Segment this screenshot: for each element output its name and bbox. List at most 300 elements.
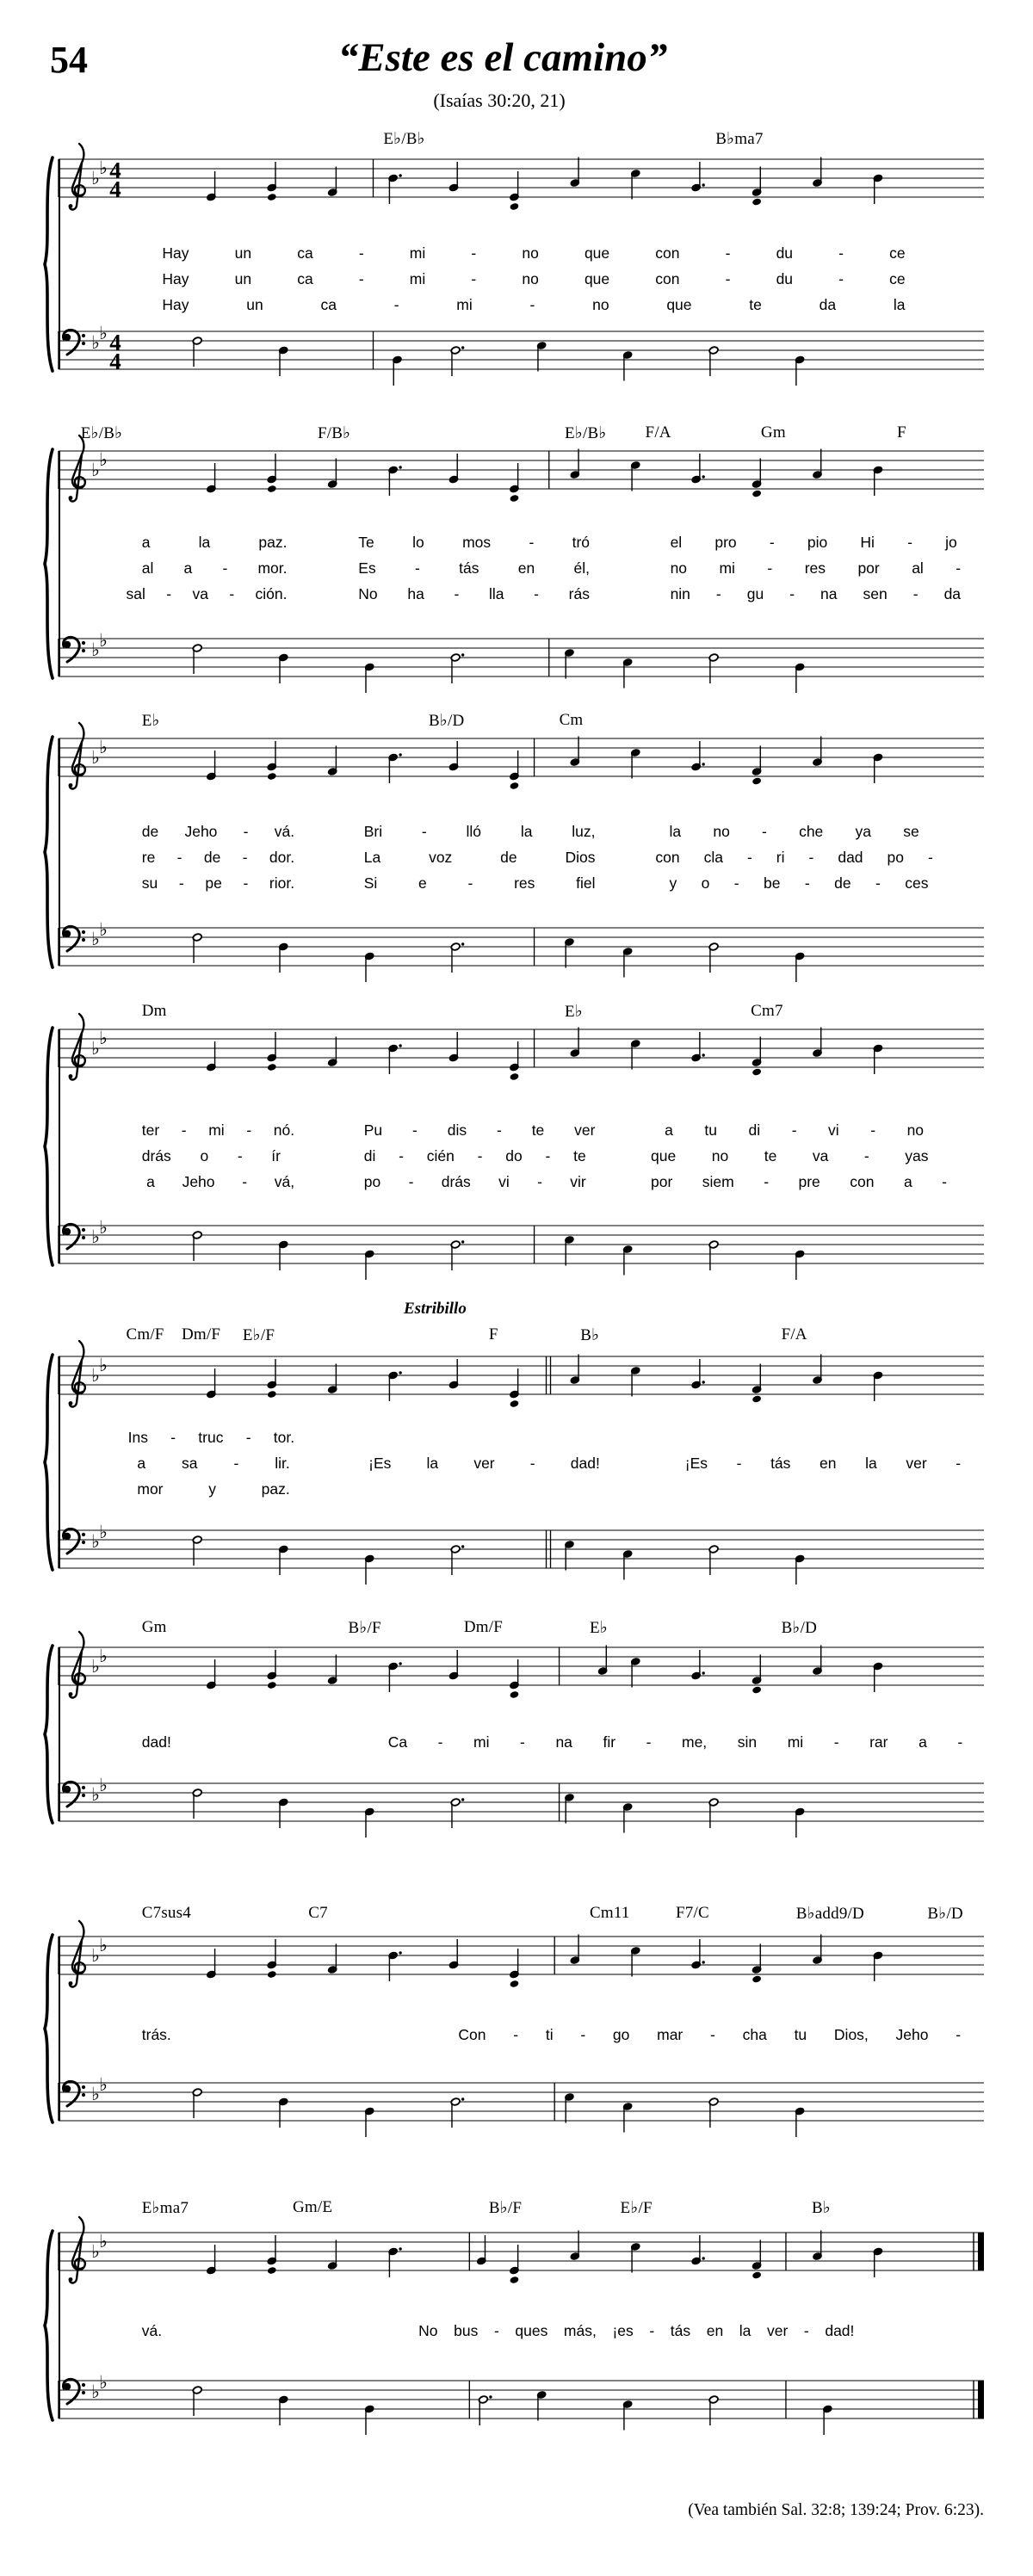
lyric-syllable: mi xyxy=(719,559,735,577)
lyric-syllable: - xyxy=(242,849,248,866)
note-head xyxy=(752,1395,762,1404)
grand-staff-brace xyxy=(38,2229,57,2422)
note-head xyxy=(510,1980,520,1988)
note-head xyxy=(510,494,520,503)
lyric-line-segment xyxy=(142,1735,198,1751)
chord-label: F/A xyxy=(645,423,671,442)
lyric-syllable: tu xyxy=(794,2026,807,2043)
lyric-syllable: va xyxy=(192,585,208,602)
lyric-syllable: da xyxy=(819,296,837,313)
lyric-syllable: jo xyxy=(945,534,957,551)
note-head xyxy=(752,1068,762,1077)
lyric-syllable: - xyxy=(529,296,535,313)
lyric-syllable: cha xyxy=(742,2026,767,2043)
lyric-syllable: te xyxy=(531,1121,545,1139)
lyric-syllable: a xyxy=(919,1733,927,1751)
lyric-line-segment xyxy=(358,561,590,577)
lyric-syllable: go xyxy=(612,2026,630,2043)
lyric-syllable: me, xyxy=(682,1733,708,1751)
flat-sign: ♭ xyxy=(91,1365,100,1386)
grand-staff-brace xyxy=(38,1026,57,1267)
lyric-line-segment xyxy=(655,850,933,866)
lyric-syllable: e xyxy=(418,874,427,892)
lyric-syllable: - xyxy=(246,1121,252,1139)
lyric-syllable: - xyxy=(833,1733,839,1751)
bass-clef-icon xyxy=(63,926,85,951)
lyric-syllable: - xyxy=(178,874,184,892)
lyric-line-segment xyxy=(142,825,294,840)
lyric-line-segment xyxy=(146,1175,294,1190)
lyric-syllable: rás xyxy=(568,585,590,602)
lyric-syllable: él, xyxy=(573,559,590,577)
treble-staff xyxy=(0,713,1033,819)
note-head xyxy=(267,1681,277,1690)
grand-staff-brace xyxy=(38,156,57,373)
lyric-syllable: sa xyxy=(182,1455,198,1472)
chord-label: E♭ma7 xyxy=(141,2199,189,2217)
lyric-syllable: con xyxy=(655,849,680,866)
lyric-syllable: la xyxy=(669,823,682,840)
lyric-syllable: ¡Es xyxy=(368,1455,392,1472)
lyric-syllable: Dios xyxy=(565,849,596,866)
lyric-syllable: y xyxy=(208,1480,216,1498)
lyric-syllable: dad! xyxy=(825,2322,855,2339)
lyric-syllable: lir. xyxy=(275,1455,290,1472)
lyric-syllable: ce xyxy=(889,270,906,287)
lyric-line-segment xyxy=(665,1123,924,1139)
lyric-syllable: a xyxy=(183,559,193,577)
lyric-line-segment xyxy=(142,1123,294,1139)
chord-label: Dm/F xyxy=(463,1618,503,1636)
lyric-syllable: - xyxy=(471,270,477,287)
lyric-syllable: - xyxy=(912,585,919,602)
lyric-syllable: - xyxy=(804,874,810,892)
treble-staff xyxy=(0,2207,1033,2313)
note-head xyxy=(267,485,277,493)
chord-label: F xyxy=(488,1325,498,1344)
treble-staff xyxy=(0,425,1033,532)
lyric-syllable: mi xyxy=(473,1733,490,1751)
lyric-syllable: de xyxy=(203,849,221,866)
lyric-syllable: du xyxy=(776,244,794,262)
bass-staff xyxy=(0,1504,1033,1611)
lyric-syllable: Hay xyxy=(162,244,189,262)
lyric-syllable: - xyxy=(803,2322,809,2339)
note-head xyxy=(267,1063,277,1072)
lyric-syllable: - xyxy=(513,2026,519,2043)
lyric-syllable: mi xyxy=(208,1121,225,1139)
lyric-syllable: ver xyxy=(574,1121,596,1139)
lyric-syllable: - xyxy=(233,1455,239,1472)
lyric-syllable: Ca xyxy=(387,1733,408,1751)
lyric-syllable: da xyxy=(943,585,962,602)
lyric-syllable: no xyxy=(522,270,539,287)
bass-staff xyxy=(0,613,1033,720)
system-start-barline xyxy=(59,451,60,676)
bass-clef-icon xyxy=(63,1782,85,1807)
lyric-syllable: pe xyxy=(205,874,222,892)
flat-sign: ♭ xyxy=(91,1531,100,1552)
lyric-syllable: drás xyxy=(441,1173,471,1190)
lyric-syllable: vá. xyxy=(141,2322,163,2339)
time-signature-top: 4 xyxy=(109,158,121,183)
treble-clef-icon xyxy=(69,1632,85,1698)
lyric-syllable: - xyxy=(646,1733,652,1751)
lyric-syllable: con xyxy=(850,1173,875,1190)
lyric-syllable: voz xyxy=(429,849,453,866)
lyric-syllable: a xyxy=(137,1455,146,1472)
system-start-barline xyxy=(59,1029,60,1263)
system-start-barline xyxy=(59,1937,60,2121)
lyric-syllable: Hay xyxy=(162,270,189,287)
lyric-syllable: ca xyxy=(320,296,337,313)
chord-label: Cm11 xyxy=(590,1904,630,1922)
lyric-syllable: ri xyxy=(776,849,785,866)
flat-sign: ♭ xyxy=(99,158,108,178)
lyric-syllable: bus xyxy=(454,2322,479,2339)
lyric-syllable: ha xyxy=(407,585,424,602)
lyric-syllable: cla xyxy=(703,849,723,866)
lyric-syllable: - xyxy=(408,1173,414,1190)
lyric-line-segment xyxy=(142,876,294,892)
lyric-syllable: la xyxy=(198,534,211,551)
chord-label: B♭/F xyxy=(348,1619,381,1637)
treble-staff xyxy=(0,133,1033,240)
chord-label: B♭ xyxy=(580,1326,600,1344)
lyric-syllable: mos xyxy=(462,534,492,551)
lyric-syllable: no xyxy=(711,1147,729,1164)
lyric-syllable: trás. xyxy=(141,2026,171,2043)
treble-staff xyxy=(0,1331,1033,1437)
lyric-syllable: Es xyxy=(358,559,376,577)
lyric-syllable: be xyxy=(764,874,781,892)
lyric-syllable: ques xyxy=(515,2322,548,2339)
flat-sign: ♭ xyxy=(99,2074,108,2095)
lyric-syllable: La xyxy=(363,849,381,866)
treble-staff xyxy=(0,1911,1033,2017)
note-head xyxy=(510,1399,520,1408)
lyric-syllable: pro xyxy=(714,534,737,551)
lyric-syllable: Con xyxy=(458,2026,486,2043)
lyric-syllable: sal xyxy=(126,585,145,602)
flat-sign: ♭ xyxy=(99,1775,108,1795)
lyric-syllable: - xyxy=(493,2322,499,2339)
lyric-syllable: Si xyxy=(363,874,378,892)
lyric-syllable: - xyxy=(808,849,814,866)
lyric-syllable: ver xyxy=(473,1455,495,1472)
lyric-syllable: fir xyxy=(603,1733,616,1751)
chord-label: E♭ xyxy=(141,712,160,730)
lyric-syllable: Bri xyxy=(363,823,383,840)
lyric-syllable: tu xyxy=(704,1121,717,1139)
flat-sign: ♭ xyxy=(91,1784,100,1805)
lyric-syllable: - xyxy=(229,585,235,602)
flat-sign: ♭ xyxy=(91,1656,100,1677)
bass-clef-icon xyxy=(63,330,85,355)
lyric-syllable: - xyxy=(956,559,962,577)
treble-staff xyxy=(0,1622,1033,1728)
chord-label: B♭/D xyxy=(781,1619,817,1637)
lyric-syllable: - xyxy=(956,2026,962,2043)
lyric-syllable: no xyxy=(592,296,609,313)
bass-staff xyxy=(0,1757,1033,1864)
treble-clef-icon xyxy=(69,723,85,789)
lyric-syllable: lla xyxy=(488,585,504,602)
song-title: “Este es el camino” xyxy=(337,35,668,80)
lyric-line-segment xyxy=(458,2028,961,2043)
lyric-syllable: - xyxy=(764,1173,770,1190)
lyric-syllable: - xyxy=(242,1173,248,1190)
lyric-syllable: - xyxy=(649,2322,655,2339)
lyric-syllable: dis xyxy=(447,1121,467,1139)
lyric-line-segment xyxy=(364,825,596,840)
lyric-syllable: - xyxy=(715,585,721,602)
lyric-syllable: no xyxy=(522,244,539,262)
lyric-line-segment xyxy=(364,1149,586,1164)
lyric-syllable: a xyxy=(665,1121,673,1139)
treble-clef-icon xyxy=(69,436,85,502)
grand-staff-brace xyxy=(38,1933,57,2124)
lyric-syllable: rior. xyxy=(269,874,295,892)
lyric-syllable: - xyxy=(529,534,535,551)
note-head xyxy=(510,781,520,790)
grand-staff-brace xyxy=(38,1644,57,1825)
lyric-syllable: - xyxy=(520,1733,525,1751)
lyric-syllable: ca xyxy=(297,244,313,262)
lyric-line-segment xyxy=(142,2028,198,2043)
lyric-line-segment xyxy=(162,272,905,287)
lyric-syllable: te xyxy=(764,1147,777,1164)
chord-label: C7sus4 xyxy=(141,1904,191,1922)
system-start-barline xyxy=(59,738,60,966)
treble-clef-icon xyxy=(69,1014,85,1080)
lyric-syllable: che xyxy=(799,823,824,840)
lyric-syllable: - xyxy=(957,1733,963,1751)
song-number: 54 xyxy=(50,39,88,81)
lyric-syllable: ¡Es xyxy=(684,1455,708,1472)
lyric-syllable: - xyxy=(437,1733,443,1751)
lyric-syllable: mor xyxy=(137,1480,164,1498)
treble-clef-icon xyxy=(69,2217,85,2283)
lyric-syllable: mi xyxy=(456,296,473,313)
grand-staff-brace xyxy=(38,735,57,969)
lyric-syllable: ce xyxy=(889,244,906,262)
lyric-syllable: vá, xyxy=(274,1173,295,1190)
lyric-syllable: - xyxy=(838,270,844,287)
lyric-syllable: Jeho xyxy=(895,2026,929,2043)
flat-sign: ♭ xyxy=(91,2084,100,2104)
lyric-syllable: de xyxy=(500,849,517,866)
system-start-barline xyxy=(59,2233,60,2418)
lyric-syllable: a xyxy=(141,534,151,551)
flat-sign: ♭ xyxy=(99,630,108,651)
chord-label: E♭ xyxy=(590,1619,609,1637)
flat-sign: ♭ xyxy=(99,2231,108,2252)
lyric-syllable: No xyxy=(358,585,378,602)
lyric-syllable: tró xyxy=(572,534,591,551)
lyric-syllable: No xyxy=(418,2322,438,2339)
lyric-syllable: drás xyxy=(141,1147,171,1164)
lyric-syllable: tor. xyxy=(273,1429,295,1446)
lyric-syllable: - xyxy=(358,270,364,287)
flat-sign: ♭ xyxy=(99,323,108,343)
lyric-line-segment xyxy=(685,1456,961,1472)
lyric-syllable: - xyxy=(454,585,460,602)
lyric-syllable: no xyxy=(713,823,730,840)
lyric-syllable: dad xyxy=(838,849,863,866)
lyric-syllable: ción. xyxy=(255,585,288,602)
lyric-syllable: dad! xyxy=(570,1455,600,1472)
lyric-syllable: du xyxy=(776,270,794,287)
lyric-syllable: mi xyxy=(787,1733,804,1751)
grand-staff-brace xyxy=(38,448,57,680)
lyric-syllable: que xyxy=(584,270,610,287)
lyric-syllable: - xyxy=(907,534,912,551)
flat-sign: ♭ xyxy=(91,460,100,480)
lyric-syllable: - xyxy=(537,1173,542,1190)
bass-staff xyxy=(0,2057,1033,2164)
lyric-line-segment xyxy=(651,1175,947,1190)
bass-staff xyxy=(0,306,1033,412)
lyric-syllable: Pu xyxy=(363,1121,383,1139)
lyric-syllable: tás xyxy=(770,1455,791,1472)
chord-label: Cm xyxy=(559,711,584,729)
lyric-syllable: res xyxy=(804,559,826,577)
lyric-syllable: un xyxy=(246,296,263,313)
lyric-syllable: - xyxy=(725,270,731,287)
system-start-barline xyxy=(59,1647,60,1821)
lyric-syllable: por xyxy=(651,1173,673,1190)
lyric-syllable: di xyxy=(363,1147,376,1164)
lyric-syllable: un xyxy=(234,270,252,287)
chord-label: E♭ xyxy=(565,1003,583,1021)
lyric-syllable: luz, xyxy=(572,823,596,840)
bass-staff xyxy=(0,902,1033,1009)
lyric-syllable: que xyxy=(666,296,692,313)
note-head xyxy=(267,1970,277,1979)
lyric-syllable: - xyxy=(746,849,752,866)
lyric-syllable: - xyxy=(399,1147,404,1164)
chord-label: B♭/F xyxy=(488,2199,523,2217)
time-signature-bottom: 4 xyxy=(109,176,121,202)
lyric-syllable: mi xyxy=(409,244,426,262)
flat-sign: ♭ xyxy=(91,747,100,768)
lyric-syllable: fiel xyxy=(576,874,596,892)
lyric-syllable: vi xyxy=(828,1121,839,1139)
lyric-syllable: - xyxy=(166,585,172,602)
chord-label: Gm xyxy=(141,1618,167,1636)
lyric-syllable: na xyxy=(555,1733,572,1751)
lyric-syllable: siem xyxy=(702,1173,734,1190)
lyric-syllable: pre xyxy=(798,1173,820,1190)
lyric-syllable: la xyxy=(739,2322,752,2339)
lyric-syllable: que xyxy=(584,244,610,262)
scripture-footer: (Vea también Sal. 32:8; 139:24; Prov. 6:23). xyxy=(688,2501,984,2519)
chord-label: Cm7 xyxy=(751,1002,783,1020)
chord-label: C7 xyxy=(308,1904,328,1922)
lyric-syllable: Jeho xyxy=(182,1173,215,1190)
bass-staff xyxy=(0,2355,1033,2462)
lyric-syllable: a xyxy=(146,1173,155,1190)
lyric-syllable: en xyxy=(517,559,535,577)
lyric-syllable: - xyxy=(245,1429,251,1446)
chord-label: Gm xyxy=(760,423,786,442)
lyric-line-segment xyxy=(364,1175,586,1190)
lyric-syllable: - xyxy=(176,849,182,866)
lyric-line-segment xyxy=(364,876,596,892)
lyric-syllable: en xyxy=(820,1455,837,1472)
bass-clef-icon xyxy=(63,637,85,662)
lyric-syllable: en xyxy=(706,2322,724,2339)
lyric-line-segment xyxy=(358,535,590,551)
lyric-syllable: la xyxy=(426,1455,439,1472)
lyric-syllable: - xyxy=(181,1121,187,1139)
lyric-syllable: lo xyxy=(412,534,424,551)
lyric-syllable: - xyxy=(870,1121,876,1139)
lyric-syllable: que xyxy=(651,1147,677,1164)
lyric-syllable: el xyxy=(670,534,683,551)
note-head xyxy=(752,777,762,786)
lyric-syllable: - xyxy=(170,1429,176,1446)
lyric-syllable: - xyxy=(393,296,399,313)
lyric-syllable: rar xyxy=(869,1733,888,1751)
lyric-syllable: truc xyxy=(198,1429,224,1446)
chord-label: Cm/F xyxy=(126,1325,164,1344)
lyric-syllable: al xyxy=(912,559,924,577)
lyric-syllable: Hay xyxy=(162,296,189,313)
lyric-syllable: tás xyxy=(670,2322,691,2339)
chord-label: Dm/F xyxy=(181,1325,221,1344)
lyric-syllable: ír xyxy=(271,1147,281,1164)
lyric-syllable: paz. xyxy=(261,1480,290,1498)
grand-staff-brace xyxy=(38,1353,57,1572)
lyric-syllable: tás xyxy=(459,559,479,577)
lyric-syllable: yas xyxy=(905,1147,929,1164)
flat-sign: ♭ xyxy=(99,1028,108,1048)
lyric-syllable: re xyxy=(141,849,156,866)
lyric-syllable: - xyxy=(725,244,731,262)
flat-sign: ♭ xyxy=(91,1226,100,1247)
chord-label: B♭ma7 xyxy=(715,130,764,148)
lyric-syllable: a xyxy=(903,1173,912,1190)
lyric-syllable: paz. xyxy=(258,534,288,551)
lyric-syllable: - xyxy=(545,1147,551,1164)
note-head xyxy=(510,1690,520,1699)
lyric-syllable: no xyxy=(906,1121,925,1139)
lyric-line-segment xyxy=(142,850,294,866)
note-head xyxy=(752,198,762,207)
note-head xyxy=(510,2276,520,2284)
lyric-syllable: su xyxy=(141,874,158,892)
note-head xyxy=(752,490,762,498)
flat-sign: ♭ xyxy=(91,332,100,353)
lyric-syllable: ver xyxy=(906,1455,927,1472)
lyric-line-segment xyxy=(671,535,957,551)
time-signature-bottom: 4 xyxy=(109,349,121,374)
lyric-syllable: - xyxy=(789,585,795,602)
bass-clef-icon xyxy=(63,1224,85,1249)
lyric-syllable: di xyxy=(748,1121,761,1139)
flat-sign: ♭ xyxy=(91,168,100,188)
lyric-line-segment xyxy=(142,561,288,577)
note-head xyxy=(267,1390,277,1399)
system-start-barline xyxy=(59,159,60,369)
lyric-line-segment xyxy=(126,587,287,602)
lyric-syllable: ca xyxy=(297,270,313,287)
lyric-syllable: ¡es xyxy=(612,2322,634,2339)
lyric-syllable: o xyxy=(701,874,710,892)
note-head xyxy=(752,1975,762,1984)
